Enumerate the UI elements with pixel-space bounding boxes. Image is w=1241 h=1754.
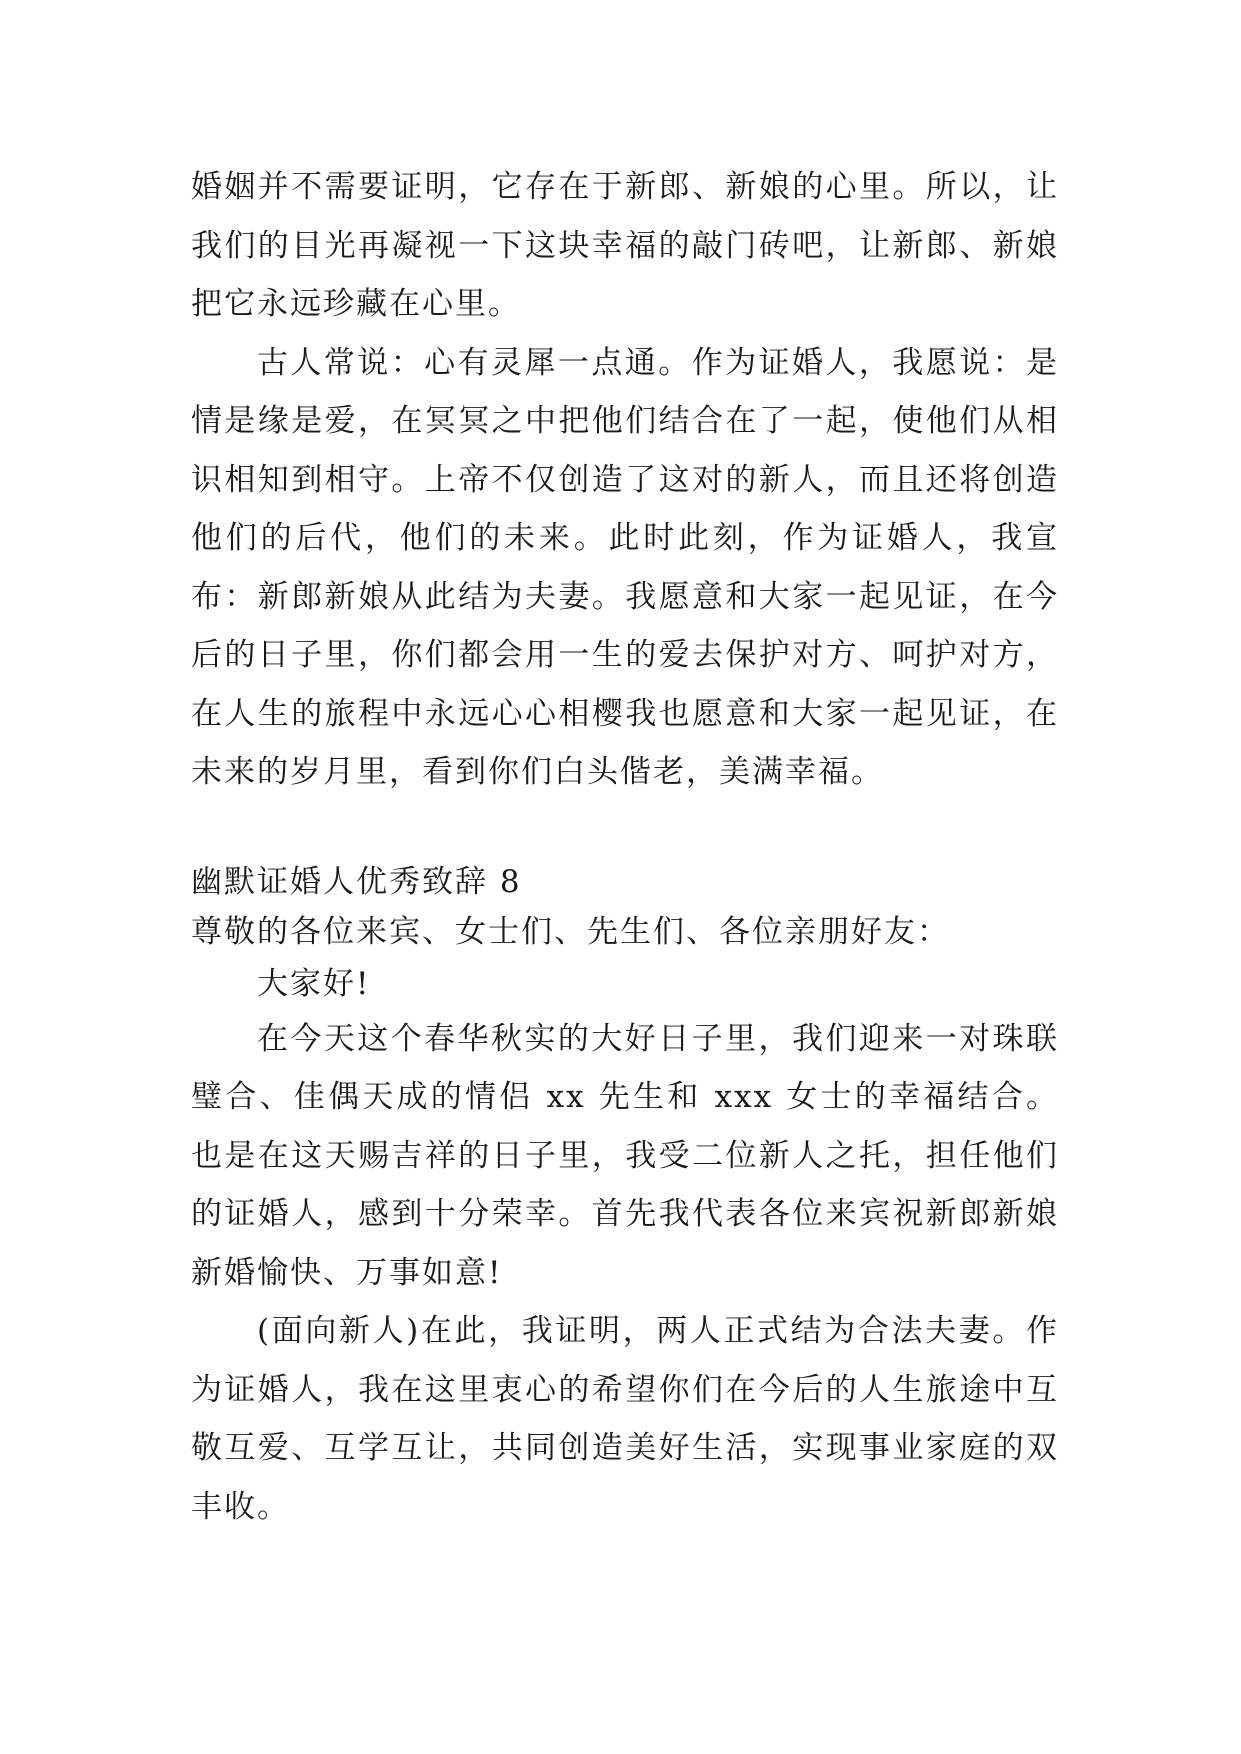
paragraph-ancient-saying: 古人常说：心有灵犀一点通。作为证婚人，我愿说：是情是缘是爱，在冥冥之中把他们结合在了一起，使他们从相识相知到相守。上帝不仅创造了这对的新人，而且还将创造他们的后代，他们的未来。此时此刻，作为证婚人，我宣布：新郎新娘从此结为夫妻。我愿意和大家一起见证，在今后的日子里，你们都会用一生的爱去保护对方、呵护对方，在人生的旅程中永远心心相樱我也愿意和大家一起见证，在未来的岁月里，看到你们白头偕老，美满幸福。 (191, 344, 1059, 790)
paragraph-declaration: (面向新人)在此，我证明，两人正式结为合法夫妻。作为证婚人，我在这里衷心的希望你们在今后的人生旅途中互敬互爱、互学互让，共同创造美好生活，实现事业家庭的双丰收。 (191, 1313, 1059, 1525)
section-spacer (191, 802, 1059, 858)
document-body (191, 158, 1059, 1536)
section-heading: 幽默证婚人优秀致辞 8 (191, 863, 522, 900)
paragraph-today: 在今天这个春华秋实的大好日子里，我们迎来一对珠联璧合、佳偶天成的情侣 xx 先生和 xxx 女士的幸福结合。也是在这天赐吉祥的日子里，我受二位新人之托，担任他们的证婚人，感到十分荣幸。首先我代表各位来宾祝新郎新娘新婚愉快、万事如意! (191, 1020, 1059, 1291)
paragraph-marriage-proof: 婚姻并不需要证明，它存在于新郎、新娘的心里。所以，让我们的目光再凝视一下这块幸福的敲门砖吧，让新郎、新娘把它永远珍藏在心里。 (191, 169, 1059, 322)
salutation-line: 尊敬的各位来宾、女士们、先生们、各位亲朋好友： (191, 913, 950, 950)
greeting-line: 大家好! (257, 965, 371, 1002)
